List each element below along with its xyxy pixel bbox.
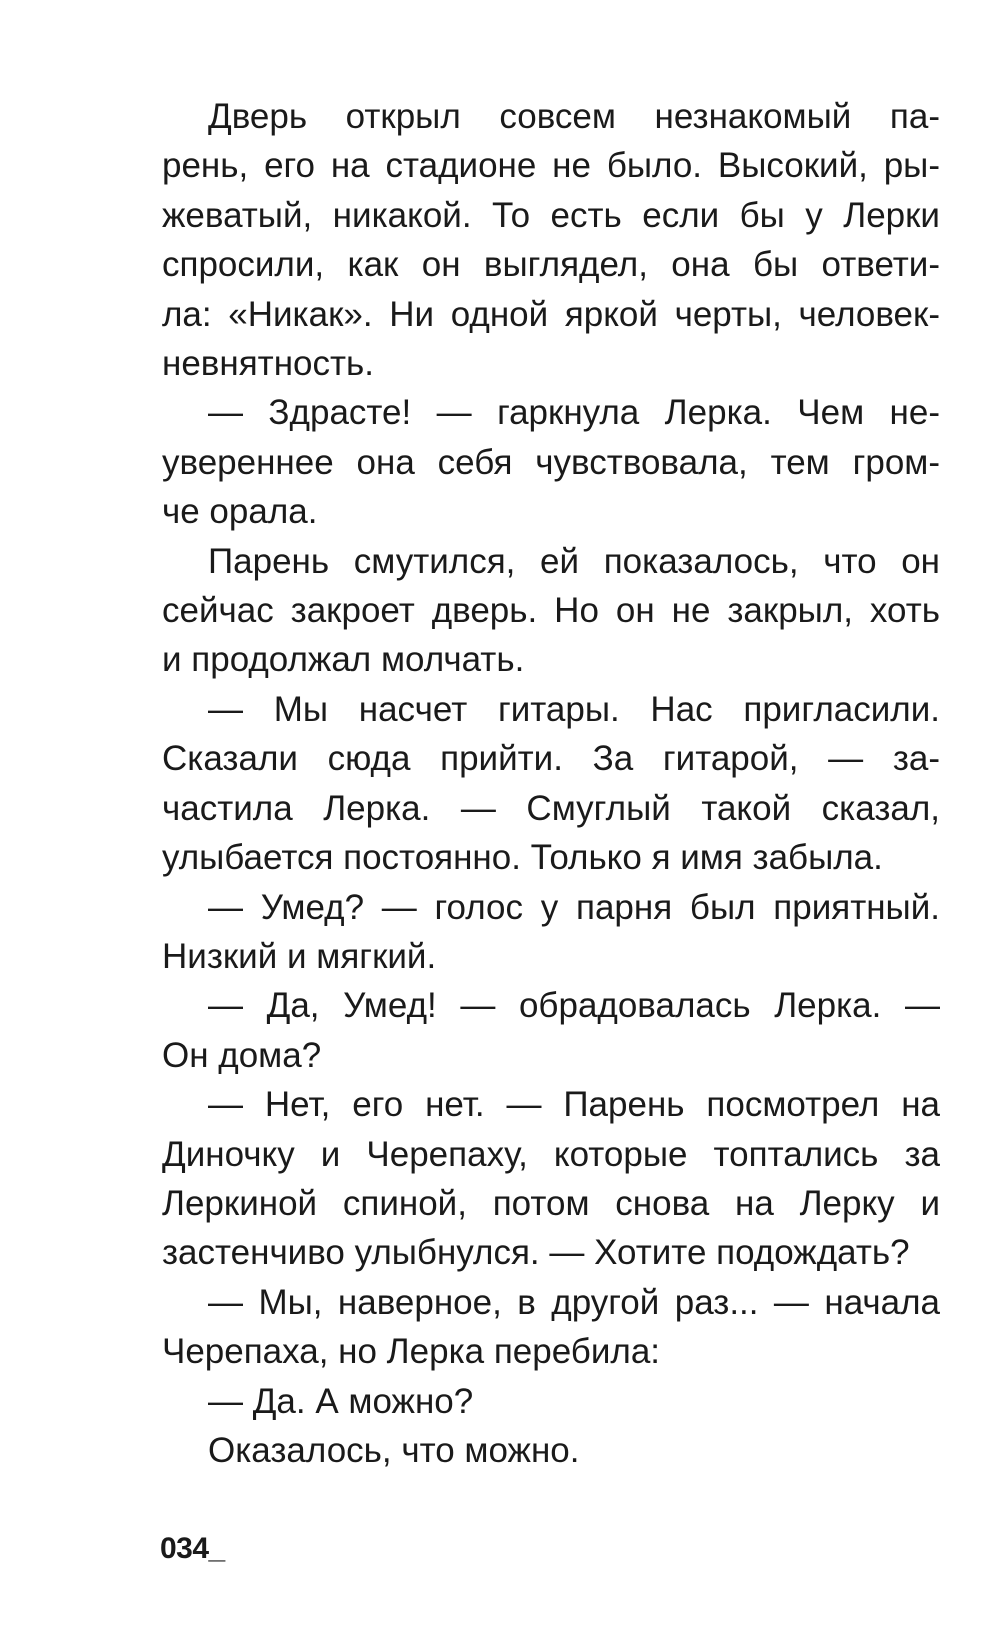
paragraph (162, 388, 940, 536)
paragraph (162, 537, 940, 685)
paragraph (162, 883, 940, 982)
paragraph (162, 981, 940, 1080)
paragraph (162, 1426, 940, 1475)
text-line: увереннее она себя чувствовала, тем гром- (162, 442, 940, 482)
paragraph (162, 1278, 940, 1377)
page-number: 034_ (160, 1532, 225, 1565)
text-line: — Здрасте! — гаркнула Лерка. Чем не- (208, 393, 940, 433)
text-line: Низкий и мягкий. (162, 936, 437, 976)
text-line: — Мы, наверное, в другой раз... — начала (208, 1282, 940, 1322)
body-text (162, 92, 940, 1475)
text-line: рень, его на стадионе не было. Высокий, ры- (162, 146, 940, 186)
text-line: — Да, Умед! — обрадовалась Лерка. — (208, 986, 940, 1026)
text-line: сейчас закроет дверь. Но он не закрыл, хоть (162, 591, 940, 631)
text-line: Сказали сюда прийти. За гитарой, — за- (162, 739, 940, 779)
paragraph (162, 1080, 940, 1278)
text-line: Парень смутился, ей показалось, что он (208, 541, 940, 581)
text-line: невнятность. (162, 344, 374, 384)
text-line: — Нет, его нет. — Парень посмотрел на (208, 1085, 940, 1125)
text-line: Диночку и Черепаху, которые топтались за (162, 1134, 940, 1174)
text-line: и продолжал молчать. (162, 640, 525, 680)
paragraph (162, 685, 940, 883)
text-line: Оказалось, что можно. (208, 1430, 580, 1470)
text-line: Черепаха, но Лерка перебила: (162, 1332, 661, 1372)
paragraph (162, 1377, 940, 1426)
text-line: спросили, как он выглядел, она бы ответи- (162, 245, 940, 285)
text-line: — Умед? — голос у парня был приятный. (208, 887, 940, 927)
text-line: застенчиво улыбнулся. — Хотите подождать? (162, 1233, 910, 1273)
text-line: Леркиной спиной, потом снова на Лерку и (162, 1183, 940, 1223)
text-line: улыбается постоянно. Только я имя забыла. (162, 838, 883, 878)
text-line: ла: «Никак». Ни одной яркой черты, человек- (162, 294, 940, 334)
text-line: Он дома? (162, 1035, 322, 1075)
text-line: частила Лерка. — Смуглый такой сказал, (162, 788, 940, 828)
text-line: — Да. А можно? (208, 1381, 474, 1421)
text-line: — Мы насчет гитары. Нас пригласили. (208, 689, 940, 729)
text-line: че орала. (162, 492, 318, 532)
paragraph (162, 92, 940, 388)
text-line: жеватый, никакой. То есть если бы у Лерки (162, 195, 940, 235)
text-line: Дверь открыл совсем незнакомый па- (208, 97, 940, 136)
